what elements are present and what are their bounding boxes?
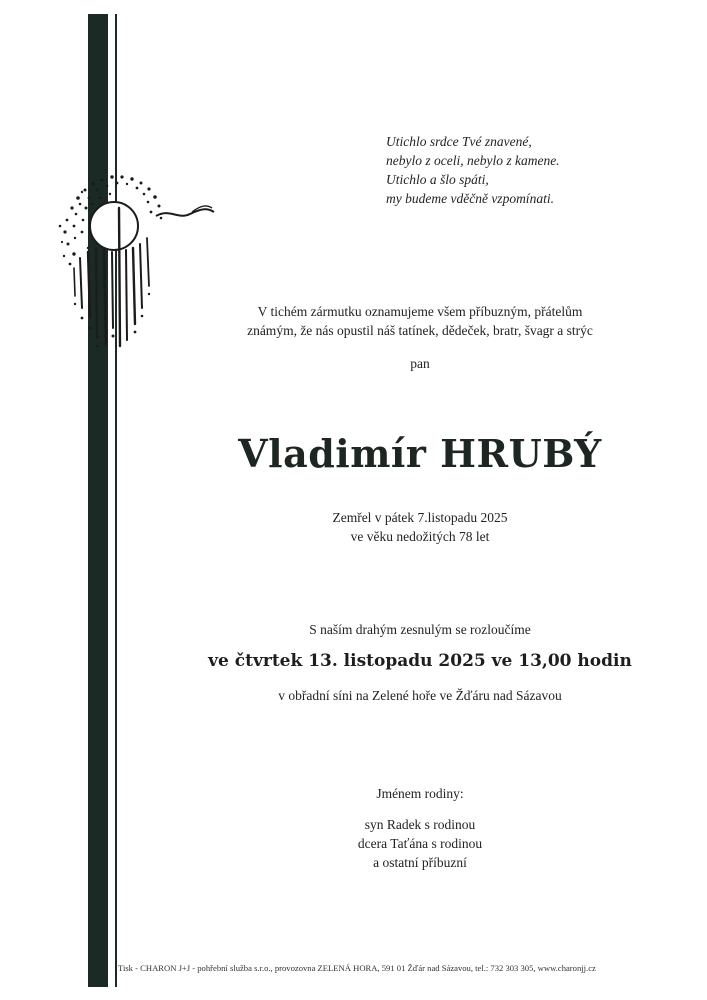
printer-footer: Tisk - CHARON J+J - pohřební služba s.r.o., provozovna ZELENÁ HORA, 591 01 Žďár nad Sázavou, tel.: 732 303 305, www.charonjj.cz [118,963,596,973]
family-members [150,815,690,872]
age-line: ve věku nedožitých 78 let [350,529,490,544]
family-member: syn Radek s rodinou [364,817,476,832]
mourning-bar-thick [88,14,108,987]
poem-line: my budeme vděčně vzpomínati. [386,191,554,206]
death-date-line: Zemřel v pátek 7.listopadu 2025 [332,510,508,525]
poem-verse [386,132,560,208]
title-word: pan [410,356,430,371]
ceremony-intro: S naším drahým zesnulým se rozloučíme [309,622,531,637]
deceased-name: Vladimír HRUBÝ [238,431,602,476]
family-member: a ostatní příbuzní [373,855,467,870]
mourning-bar-thin [115,14,117,987]
announcement-intro [150,302,690,340]
intro-line: V tichém zármutku oznamujeme všem příbuzným, přátelům [257,304,583,319]
death-info [150,508,690,546]
family-title: Jménem rodiny: [376,786,464,801]
ceremony-place: v obřadní síni na Zelené hoře ve Žďáru nad Sázavou [278,688,562,703]
poem-line: Utichlo srdce Tvé znavené, [386,134,532,149]
ceremony-datetime: ve čtvrtek 13. listopadu 2025 ve 13,00 hodin [208,651,632,671]
intro-line: známým, že nás opustil náš tatínek, dědeček, bratr, švagr a strýc [247,323,593,338]
poem-line: Utichlo a šlo spáti, [386,172,489,187]
poem-line: nebylo z oceli, nebylo z kamene. [386,153,560,168]
family-member: dcera Taťána s rodinou [357,836,483,851]
